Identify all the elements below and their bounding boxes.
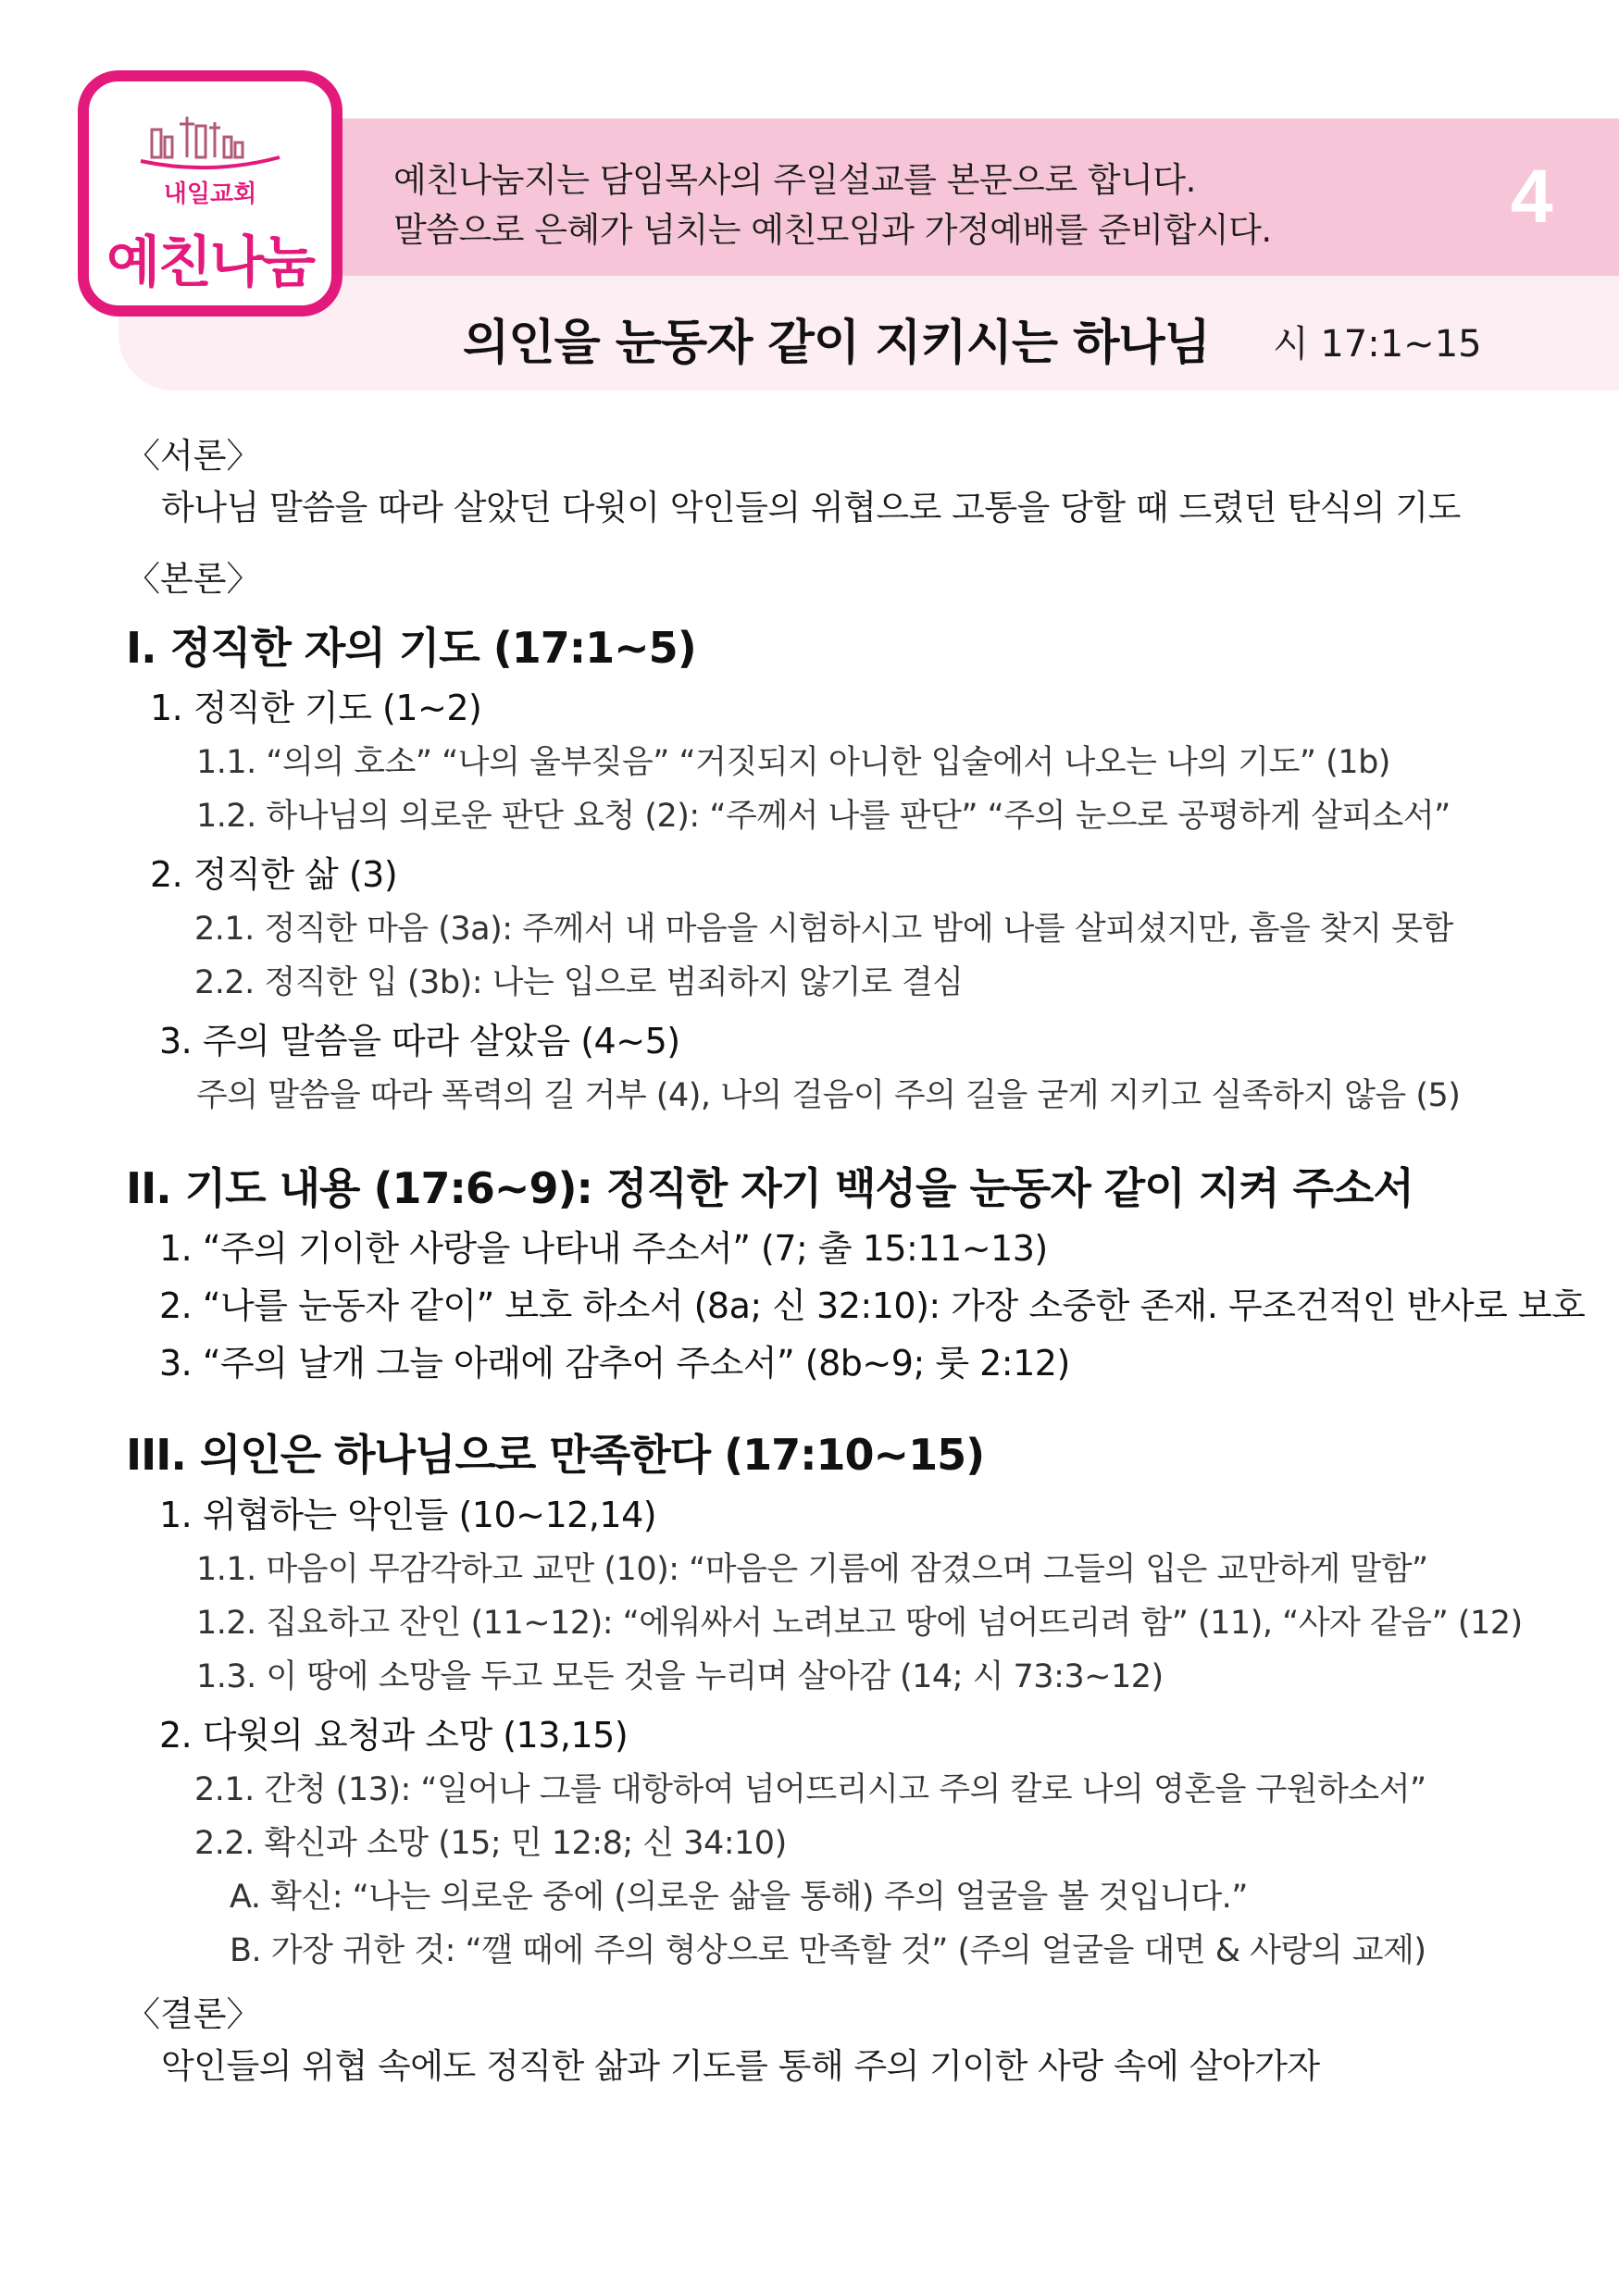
body-label: 〈본론〉 bbox=[126, 559, 261, 599]
section-1-sub-3-item-1: 주의 말씀을 따라 폭력의 길 거부 (4), 나의 걸음이 주의 길을 굳게 지키고 실족하지 않음 (5) bbox=[196, 1077, 1461, 1114]
sermon-title: 의인을 눈동자 같이 지키시는 하나님 bbox=[463, 316, 1210, 371]
section-3-heading: III. 의인은 하나님으로 만족한다 (17:10~15) bbox=[126, 1430, 985, 1480]
section-1-sub-3-heading: 3. 주의 말씀을 따라 살았음 (4~5) bbox=[159, 1021, 680, 1061]
section-3-sub-1-heading: 1. 위협하는 악인들 (10~12,14) bbox=[159, 1495, 657, 1535]
section-2-heading: II. 기도 내용 (17:6~9): 정직한 자기 백성을 눈동자 같이 지켜 주소서 bbox=[126, 1163, 1414, 1213]
intro-text: 하나님 말씀을 따라 살았던 다윗이 악인들의 위협으로 고통을 당할 때 드렸던 탄식의 기도 bbox=[161, 488, 1461, 527]
section-1-sub-2-item-2: 2.2. 정직한 입 (3b): 나는 입으로 범죄하지 않기로 결심 bbox=[194, 964, 964, 1001]
section-1-sub-1-item-1: 1.1. “의의 호소” “나의 울부짖음” “거짓되지 아니한 입술에서 나오는 나의 기도” (1b) bbox=[196, 744, 1390, 781]
intro-line-1: 예친나눔지는 담임목사의 주일설교를 본문으로 합니다. bbox=[393, 160, 1196, 200]
section-1-sub-1-heading: 1. 정직한 기도 (1~2) bbox=[150, 688, 482, 728]
page-number: 4 bbox=[1511, 155, 1553, 239]
church-logo-icon bbox=[131, 109, 289, 211]
logo-badge bbox=[78, 70, 342, 316]
section-1-heading: I. 정직한 자의 기도 (17:1~5) bbox=[126, 623, 696, 673]
section-3-sub-1-item-2: 1.2. 집요하고 잔인 (11~12): “에워싸서 노려보고 땅에 넘어뜨리려 함” (11), “사자 같음” (12) bbox=[196, 1605, 1523, 1642]
section-2-line-1: 1. “주의 기이한 사랑을 나타내 주소서” (7; 출 15:11~13) bbox=[159, 1228, 1048, 1269]
section-3-sub-2-subitem-a: A. 확신: “나는 의로운 중에 (의로운 삶을 통해) 주의 얼굴을 볼 것입니다.” bbox=[230, 1879, 1248, 1916]
section-1-sub-1-item-2: 1.2. 하나님의 의로운 판단 요청 (2): “주께서 나를 판단” “주의 눈으로 공평하게 살피소서” bbox=[196, 798, 1451, 835]
section-3-sub-2-heading: 2. 다윗의 요청과 소망 (13,15) bbox=[159, 1715, 629, 1756]
logo-church-name: 내일교회 bbox=[163, 180, 257, 208]
conclusion-text: 악인들의 위협 속에도 정직한 삶과 기도를 통해 주의 기이한 사랑 속에 살아가자 bbox=[161, 2046, 1320, 2086]
conclusion-label: 〈결론〉 bbox=[126, 1994, 261, 2034]
section-3-sub-2-item-1: 2.1. 간청 (13): “일어나 그를 대항하여 넘어뜨리시고 주의 칼로 나의 영혼을 구원하소서” bbox=[194, 1771, 1426, 1808]
section-1-sub-2-item-1: 2.1. 정직한 마음 (3a): 주께서 내 마음을 시험하시고 밤에 나를 살피셨지만, 흠을 찾지 못함 bbox=[194, 911, 1453, 948]
section-3-sub-1-item-1: 1.1. 마음이 무감각하고 교만 (10): “마음은 기름에 잠겼으며 그들의 입은 교만하게 말함” bbox=[196, 1551, 1428, 1588]
intro-label: 〈서론〉 bbox=[126, 436, 261, 476]
scripture-reference: 시 17:1~15 bbox=[1273, 323, 1482, 366]
section-3-sub-2-item-2: 2.2. 확신과 소망 (15; 민 12:8; 신 34:10) bbox=[194, 1825, 787, 1862]
section-3-sub-2-subitem-b: B. 가장 귀한 것: “깰 때에 주의 형상으로 만족할 것” (주의 얼굴을 대면 & 사랑의 교제) bbox=[230, 1932, 1426, 1969]
section-2-line-3: 3. “주의 날개 그늘 아래에 감추어 주소서” (8b~9; 룻 2:12) bbox=[159, 1343, 1070, 1384]
section-3-sub-1-item-3: 1.3. 이 땅에 소망을 두고 모든 것을 누리며 살아감 (14; 시 73:3~12) bbox=[196, 1658, 1164, 1695]
logo-title: 예친나눔 bbox=[106, 230, 314, 295]
intro-line-2: 말씀으로 은혜가 넘치는 예친모임과 가정예배를 준비합시다. bbox=[393, 210, 1272, 250]
section-1-sub-2-heading: 2. 정직한 삶 (3) bbox=[150, 854, 398, 895]
section-2-line-2: 2. “나를 눈동자 같이” 보호 하소서 (8a; 신 32:10): 가장 소중한 존재. 무조건적인 반사로 보호 bbox=[159, 1285, 1586, 1326]
